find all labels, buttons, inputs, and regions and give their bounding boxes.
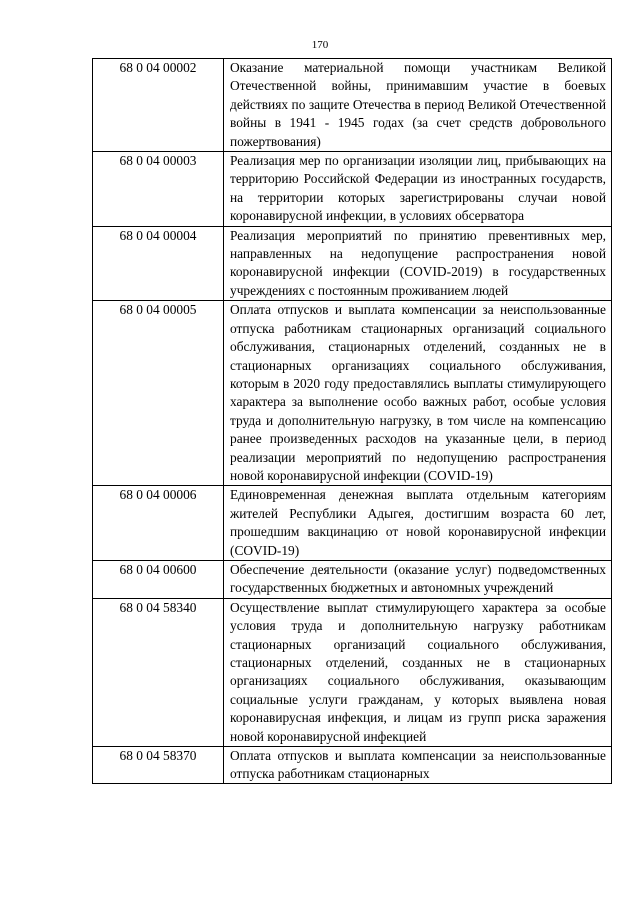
row-code: 68 0 04 58370 [93,747,224,784]
row-description: Оплата отпусков и выплата компенсации за неиспользованные отпуска работникам стационарных организаций социального обслуживания, стационарных отделений, созданных не в стационарных организациях социального обслуживания, которым в 2020 году предоставлялись выплаты стимулирующего характера за выполнение особо важных работ, особые условия труда и дополнительную нагрузку, в том числе на компенсацию ранее произведенных расходов на указанные цели, в период реализации мероприятий по недопущению распространения новой коронавирусной инфекции (COVID-19) [224,301,612,486]
row-description: Обеспечение деятельности (оказание услуг) подведомственных государственных бюджетных и автономных учреждений [224,560,612,598]
table-row [93,560,612,598]
row-code: 68 0 04 00006 [93,486,224,561]
row-code: 68 0 04 00600 [93,560,224,598]
row-code: 68 0 04 00003 [93,152,224,227]
row-description: Реализация мероприятий по принятию превентивных мер, направленных на недопущение распространения новой коронавирусной инфекции (COVID-2019) в государственных учреждениях с постоянным проживанием людей [224,226,612,301]
row-description [224,747,612,784]
row-description: Единовременная денежная выплата отдельным категориям жителей Республики Адыгея, достигшим возраста 60 лет, прошедшим вакцинацию от новой коронавирусной инфекции (COVID-19) [224,486,612,561]
budget-classification-table [92,58,612,784]
row-description: Реализация мер по организации изоляции лиц, прибывающих на территорию Российской Федерации из иностранных государств, на территории которых зарегистрированы случаи новой коронавирусной инфекции, в условиях обсерватора [224,152,612,227]
table-row [93,598,612,746]
table-row [93,226,612,301]
row-code: 68 0 04 00002 [93,59,224,152]
row-description-text: Оплата отпусков и выплата компенсации за неиспользованные отпуска работникам стационарных [230,748,606,782]
row-code: 68 0 04 58340 [93,598,224,746]
table-row [93,152,612,227]
row-description: Осуществление выплат стимулирующего характера за особые условия труда и дополнительную нагрузку работникам стационарных организаций социального обслуживания, стационарных отделений, созданных не в стационарных организациях социального обслуживания, оказывающим социальные услуги гражданам, у которых выявлена новая коронавирусная инфекция, и лицам из групп риска заражения новой коронавирусной инфекцией [224,598,612,746]
table-row [93,301,612,486]
row-code: 68 0 04 00004 [93,226,224,301]
row-description: Оказание материальной помощи участникам Великой Отечественной войны, принимавшим участие в боевых действиях по защите Отечества в период Великой Отечественной войны в 1941 - 1945 годах (за счет средств добровольного пожертвования) [224,59,612,152]
row-code: 68 0 04 00005 [93,301,224,486]
page-number: 170 [311,39,329,51]
table-row [93,747,612,784]
table-row [93,59,612,152]
table-row [93,486,612,561]
